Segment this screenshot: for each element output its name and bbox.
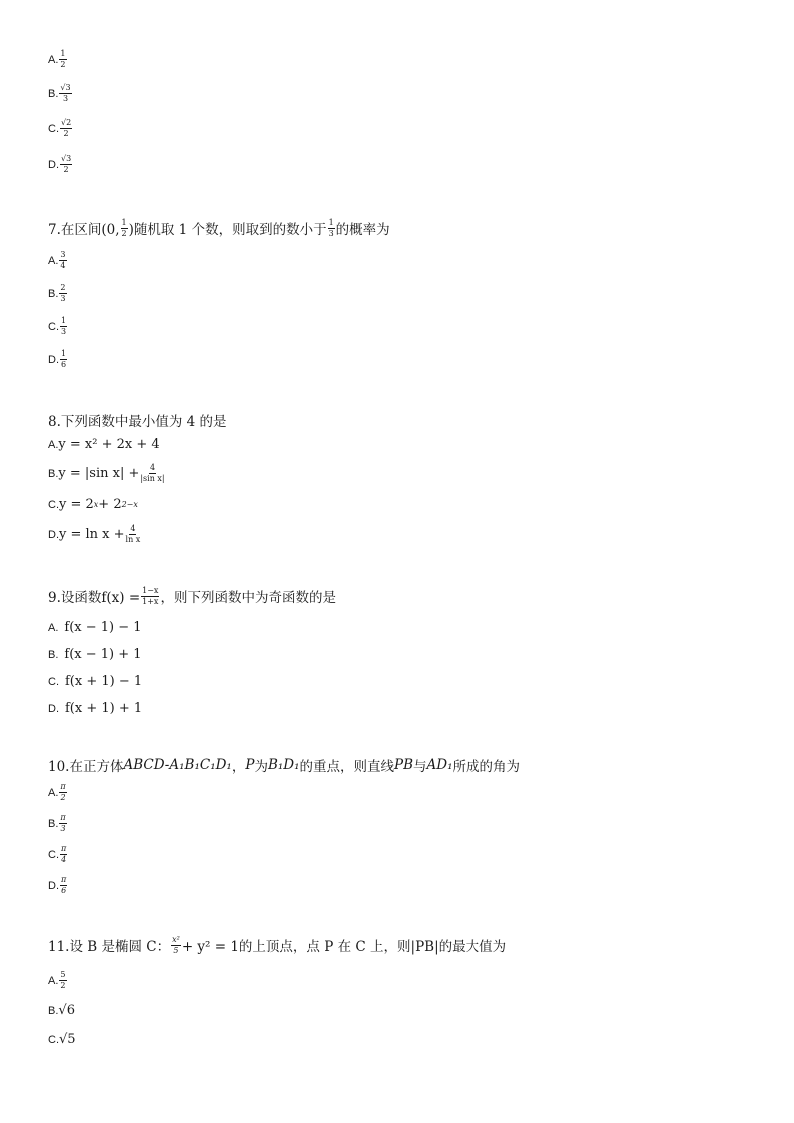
fraction: [60, 350, 67, 369]
fraction: [60, 119, 72, 138]
stem-text: 的概率为: [335, 222, 390, 238]
stem-text: 11.设 B 是椭圆 C：: [48, 939, 171, 955]
option-label: C.: [48, 848, 59, 861]
math-expression: y = |sin x| +: [58, 466, 140, 481]
math-expression: f(x − 1) + 1: [64, 647, 142, 662]
q7-option-a: [48, 251, 68, 270]
option-label: C.: [48, 498, 59, 511]
fraction: [59, 971, 66, 990]
q7-option-b: [48, 284, 68, 303]
fraction: [59, 783, 66, 802]
numerator: √3: [61, 154, 72, 163]
q7-option-c: [48, 317, 68, 336]
q9-option-d: [48, 701, 142, 716]
denominator: 3: [61, 327, 67, 336]
q7-stem: [48, 218, 390, 238]
stem-text: 与: [413, 759, 427, 775]
numerator: √3: [60, 83, 71, 92]
q11-option-a: [48, 971, 68, 990]
q9-option-a: [48, 620, 142, 635]
q8-option-a: [48, 437, 160, 452]
option-label: D.: [48, 528, 59, 541]
denominator: 3: [62, 94, 69, 103]
fraction: [59, 84, 71, 103]
numerator: 1: [60, 49, 66, 58]
stem-text: + y² = 1的上顶点，点 P 在 C 上，则|PB|的最大值为: [181, 939, 507, 955]
q8-stem: [48, 410, 227, 430]
fraction: [171, 936, 181, 955]
fraction: [60, 845, 67, 864]
math-expression: f(x − 1) − 1: [64, 620, 142, 635]
math-expression: f(x + 1) + 1: [65, 701, 143, 716]
q11-stem: [48, 935, 506, 955]
stem-text: 的重点，则直线: [299, 759, 395, 775]
numerator: 1: [61, 316, 67, 325]
numerator: 1: [328, 217, 334, 227]
fraction: [59, 814, 66, 833]
option-label: A.: [48, 254, 59, 267]
denominator: 2: [60, 60, 66, 69]
option-label: B.: [48, 817, 59, 830]
q11-option-b: [48, 1003, 75, 1018]
option-label: D.: [48, 879, 59, 892]
stem-text: 7.在区间(0,: [48, 222, 120, 238]
q6-option-d: [48, 155, 73, 174]
q8-option-c: [48, 497, 138, 512]
denominator: 1+x: [142, 596, 159, 606]
numerator: x²: [172, 934, 180, 944]
numerator: √2: [61, 118, 72, 127]
fraction: [59, 251, 66, 270]
numerator: 1: [61, 349, 67, 358]
math-expression: f(x + 1) − 1: [65, 674, 143, 689]
stem-text: 为: [254, 759, 268, 775]
denominator: 5: [173, 945, 179, 955]
math-symbol: PB: [394, 757, 414, 773]
denominator: 2: [63, 165, 69, 174]
option-label: A.: [48, 621, 59, 634]
fraction: [59, 284, 66, 303]
fraction: [59, 50, 66, 69]
denominator: 3: [328, 228, 334, 238]
q7-option-d: [48, 350, 68, 369]
option-label: C.: [48, 320, 59, 333]
exponent: 2−x: [121, 500, 138, 509]
q10-option-a: [48, 783, 68, 802]
denominator: 2: [121, 228, 127, 238]
denominator: 3: [60, 824, 66, 833]
numerator: π: [60, 813, 66, 822]
math-expression: y = x² + 2x + 4: [58, 437, 160, 452]
denominator: 6: [61, 360, 67, 369]
math-symbol: P: [245, 757, 255, 773]
stem-text: 10.在正方体: [48, 759, 124, 775]
q9-stem: [48, 586, 336, 606]
math-expression: + 2: [98, 497, 122, 512]
numerator: π: [61, 875, 67, 884]
stem-text: ，: [231, 759, 246, 775]
exponent: x: [93, 500, 99, 509]
math-expression: y = ln x +: [59, 527, 125, 542]
denominator: 2: [60, 793, 66, 802]
math-symbol: ABCD-A₁B₁C₁D₁: [123, 757, 232, 773]
numerator: 1: [121, 217, 127, 227]
denominator: 4: [60, 261, 66, 270]
option-label: D.: [48, 702, 59, 715]
option-label: A.: [48, 53, 59, 66]
numerator: 2: [60, 283, 66, 292]
option-label: D.: [48, 158, 59, 171]
q9-option-c: [48, 674, 142, 689]
q10-option-b: [48, 814, 68, 833]
math-symbol: B₁D₁: [267, 757, 300, 773]
option-label: B.: [48, 1004, 59, 1017]
q10-option-c: [48, 845, 68, 864]
numerator: 4: [130, 524, 136, 533]
fraction: [126, 525, 141, 544]
q6-option-a: [48, 50, 68, 69]
option-label: B.: [48, 648, 59, 661]
math-expression: y = 2: [59, 497, 94, 512]
option-label: D.: [48, 353, 59, 366]
fraction: [60, 317, 67, 336]
numerator: 4: [149, 463, 156, 472]
denominator: 6: [61, 886, 67, 895]
denominator: 2: [60, 981, 66, 990]
fraction: [121, 219, 128, 238]
math-expression: √6: [58, 1003, 75, 1018]
stem-text: 9.设函数f(x) =: [48, 590, 141, 606]
q10-option-d: [48, 876, 68, 895]
stem-text: 所成的角为: [452, 759, 521, 775]
math-symbol: AD₁: [426, 757, 453, 773]
q11-option-c: [48, 1032, 76, 1047]
fraction: [140, 464, 164, 483]
denominator: |sin x|: [140, 474, 165, 483]
denominator: 3: [60, 294, 66, 303]
option-label: B.: [48, 287, 59, 300]
fraction: [141, 587, 159, 606]
fraction: [60, 155, 72, 174]
option-label: A.: [48, 786, 59, 799]
fraction: [328, 219, 335, 238]
option-label: C.: [48, 675, 59, 688]
q8-option-b: [48, 464, 166, 483]
numerator: 5: [60, 970, 66, 979]
math-expression: √5: [59, 1032, 76, 1047]
q8-option-d: [48, 525, 141, 544]
option-label: A.: [48, 438, 59, 451]
option-label: A.: [48, 974, 59, 987]
option-label: C.: [48, 1033, 59, 1046]
numerator: 1−x: [142, 585, 159, 595]
option-label: B.: [48, 467, 59, 480]
option-label: B.: [48, 87, 59, 100]
q9-option-b: [48, 647, 142, 662]
q6-option-c: [48, 119, 73, 138]
fraction: [60, 876, 67, 895]
denominator: 4: [61, 855, 67, 864]
q10-stem: [48, 755, 520, 775]
numerator: π: [60, 782, 66, 791]
q6-option-b: [48, 84, 73, 103]
stem-text: ，则下列函数中为奇函数的是: [160, 590, 336, 606]
stem-text: 8.下列函数中最小值为 4 的是: [48, 414, 227, 430]
denominator: ln x: [125, 535, 141, 544]
numerator: 3: [60, 250, 66, 259]
denominator: 2: [63, 129, 69, 138]
stem-text: )随机取 1 个数，则取到的数小于: [128, 222, 327, 238]
option-label: C.: [48, 122, 59, 135]
numerator: π: [61, 844, 67, 853]
